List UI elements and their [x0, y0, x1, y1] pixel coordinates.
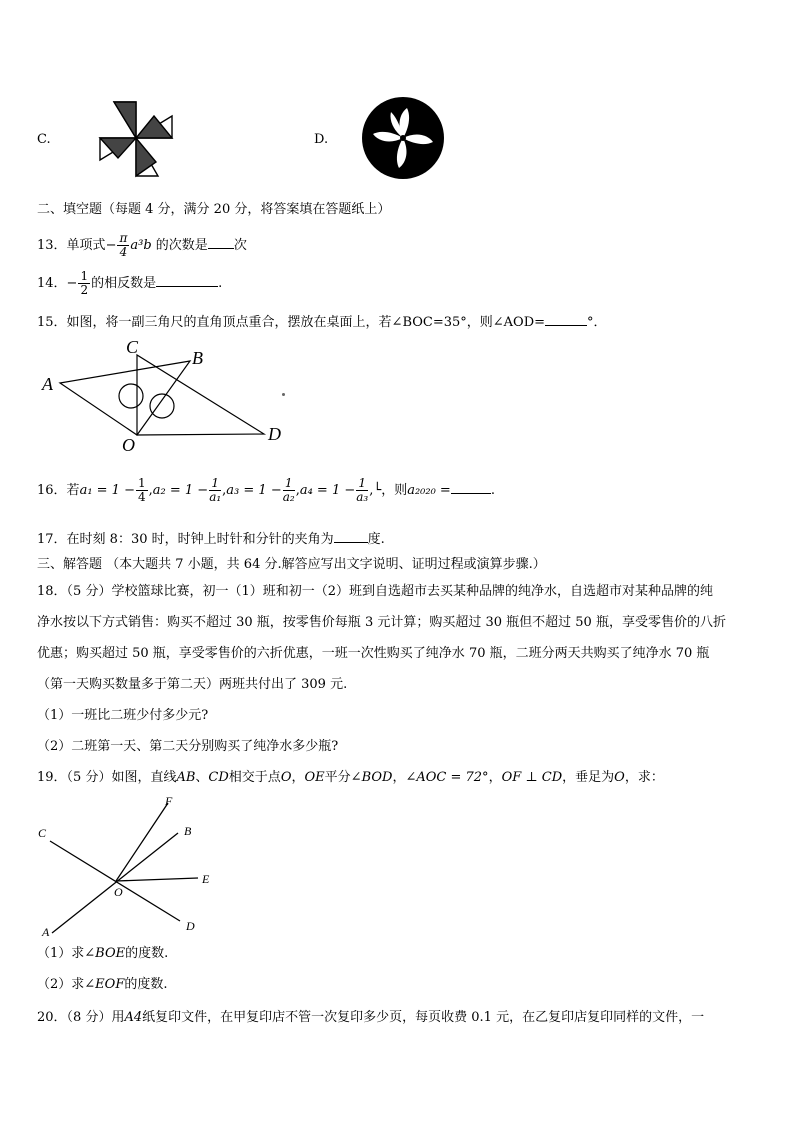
q15-number: 15．	[37, 315, 67, 330]
q20-number: 20．	[37, 1010, 67, 1025]
q15-label-o: O	[122, 435, 135, 455]
q19-sub2-pre: （2）求	[37, 977, 85, 992]
q13-sign: −	[105, 238, 117, 253]
q19-sub-2	[37, 977, 167, 993]
q19-label-c: C	[38, 826, 47, 840]
q16-term2-den: a₁	[209, 490, 222, 504]
q19-t4: ，	[392, 770, 406, 785]
q19-sub2-angle: ∠EOF	[84, 977, 125, 992]
q19-t1: 相交于点	[228, 770, 281, 785]
q14-answer-blank[interactable]	[156, 274, 218, 287]
q14-tail: .	[218, 276, 223, 291]
q15-triangle-figure	[38, 336, 294, 456]
q18-line-1: 18．（5 分）学校篮球比赛，初一（1）班和初一（2）班到自选超市去买某种品牌的纯净水，自选超市对某种品牌的纯	[37, 584, 713, 599]
q13-answer-blank[interactable]	[208, 236, 234, 249]
q16-term3-lhs: a₃ = 1 −	[226, 483, 282, 498]
option-d-label: D.	[314, 132, 329, 147]
q16-term1-num: 1	[137, 476, 146, 490]
q19-cd: CD	[208, 770, 229, 785]
q19-label-d: D	[186, 919, 195, 933]
q19-t3: 平分	[324, 770, 351, 785]
q16-term3-frac	[283, 477, 295, 504]
q17-number: 17．	[37, 532, 67, 547]
q13-frac-num: π	[119, 231, 128, 245]
q19-sub-1	[37, 946, 168, 962]
q13-number: 13．	[37, 238, 67, 253]
q19-sub2-post: 的度数.	[124, 977, 168, 992]
q17-tail: 度.	[367, 532, 385, 547]
q16-ask: ，则	[381, 483, 408, 498]
q15-label-b: B	[192, 348, 203, 368]
q13-tail: 次	[233, 238, 247, 253]
q19-sep1: 、	[195, 770, 209, 785]
q15-label-a: A	[42, 374, 53, 394]
q16-term2-frac	[209, 477, 221, 504]
q19-t6: ，垂足为	[562, 770, 615, 785]
q13-fraction	[117, 232, 129, 259]
q18-line-3: 优惠；购买超过 50 瓶，享受零售价的六折优惠，一班一次性购买了纯净水 70 瓶，二班分两天共购买了纯净水 70 瓶	[37, 646, 710, 661]
q13-frac-den: 4	[119, 245, 128, 259]
q17-text: 在时刻 8：30 时，时钟上时针和分针的夹角为	[66, 532, 334, 547]
q19-number: 19．	[37, 770, 67, 785]
q16-term4-num: 1	[356, 477, 368, 491]
q19-label-o: O	[114, 885, 123, 899]
option-c-label: C.	[37, 132, 51, 147]
q19-t5: ，	[488, 770, 502, 785]
q16-term1-sep: ,	[148, 483, 153, 498]
q19-bod: ∠BOD	[350, 770, 393, 785]
q19-o2: O	[614, 770, 625, 785]
q16-term3-den: a₂	[282, 490, 295, 504]
bauhinia-flower-emblem	[361, 96, 445, 180]
question-14	[37, 270, 222, 298]
q16-number: 16．	[37, 483, 67, 498]
q18-line-4: （第一天购买数量多于第二天）两班共付出了 309 元.	[37, 677, 348, 692]
q19-ofcd: OF ⊥ CD	[501, 770, 563, 785]
q19-t7: ，求：	[624, 770, 664, 785]
q17-answer-blank[interactable]	[334, 530, 368, 543]
q16-prefix: 若	[66, 483, 80, 498]
q16-term2-sep: ,	[222, 483, 227, 498]
question-13	[37, 232, 247, 258]
q13-term: a³b	[130, 238, 152, 253]
q16-term4-sep: ,└	[369, 483, 382, 498]
question-15	[37, 313, 607, 331]
q15-tail: °．	[587, 315, 607, 330]
q16-answer-blank[interactable]	[451, 481, 491, 494]
q14-post: 的相反数是	[91, 276, 157, 291]
q15-label-c: C	[126, 337, 139, 357]
question-17	[37, 530, 385, 548]
pinwheel-figure	[98, 100, 174, 178]
q16-tail: .	[490, 483, 495, 498]
section3-heading: 三、解答题 （本大题共 7 小题，共 64 分.解答应写出文字说明、证明过程或演算步骤.）	[37, 557, 546, 572]
question-19	[37, 770, 664, 786]
q19-label-e: E	[202, 872, 210, 886]
q19-aoc: ∠AOC = 72°	[405, 770, 489, 785]
q19-sub1-post: 的度数.	[125, 946, 169, 961]
q19-label-a: A	[42, 925, 50, 938]
section2-heading: 二、填空题（每题 4 分，满分 20 分，将答案填在答题纸上）	[37, 202, 391, 217]
q14-fraction	[78, 270, 90, 297]
q19-sub1-pre: （1）求	[37, 946, 85, 961]
q14-frac-den: 2	[80, 283, 89, 297]
q18-sub-2: （2）二班第一天、第二天分别购买了纯净水多少瓶?	[37, 739, 339, 754]
q19-o: O	[280, 770, 292, 785]
q19-ab: AB	[176, 770, 196, 785]
stray-dot	[282, 393, 285, 396]
q19-intro: （5 分）如图，直线	[66, 770, 177, 785]
q13-post: 的次数是	[155, 238, 208, 253]
question-20	[37, 1010, 704, 1026]
q19-label-b: B	[184, 824, 192, 838]
q19-sub1-angle: ∠BOE	[84, 946, 126, 961]
q20-intro: （8 分）用	[66, 1010, 125, 1025]
q14-frac-num: 1	[80, 269, 89, 283]
q16-term4-den: a₃	[356, 490, 369, 504]
q15-answer-blank[interactable]	[545, 313, 587, 326]
q16-term3-sep: ,	[295, 483, 300, 498]
q14-sign: −	[66, 276, 78, 291]
q18-line-2: 净水按以下方式销售：购买不超过 30 瓶，按零售价每瓶 3 元计算；购买超过 30 瓶但不超过 50 瓶，享受零售价的八折	[37, 615, 726, 630]
q14-number: 14．	[37, 276, 67, 291]
q16-target: a₂₀₂₀ =	[407, 483, 451, 498]
q16-term3-num: 1	[283, 477, 295, 491]
q16-term2-num: 1	[209, 477, 221, 491]
q19-lines-figure	[38, 793, 220, 938]
q20-text: 纸复印文件，在甲复印店不管一次复印多少页，每页收费 0.1 元，在乙复印店复印同样的文件，一	[142, 1010, 705, 1025]
q15-label-d: D	[268, 424, 281, 444]
q19-oe: OE	[304, 770, 325, 785]
q19-t2: ，	[291, 770, 305, 785]
q16-term4-lhs: a₄ = 1 −	[299, 483, 356, 498]
q16-term2-lhs: a₂ = 1 −	[152, 483, 209, 498]
q16-term1-den: 4	[137, 490, 146, 504]
q16-term4-frac	[356, 477, 368, 504]
q16-term1-lhs: a₁ = 1 −	[79, 483, 135, 498]
q13-prefix: 单项式	[66, 238, 106, 253]
q18-sub-1: （1）一班比二班少付多少元?	[37, 708, 209, 723]
q16-term1-frac	[136, 477, 148, 504]
q20-a4: A4	[124, 1010, 143, 1025]
question-16	[37, 470, 495, 512]
q15-text: 如图，将一副三角尺的直角顶点重合，摆放在桌面上，若∠BOC=35°，则∠AOD=	[66, 315, 546, 330]
q19-label-f: F	[165, 794, 173, 808]
